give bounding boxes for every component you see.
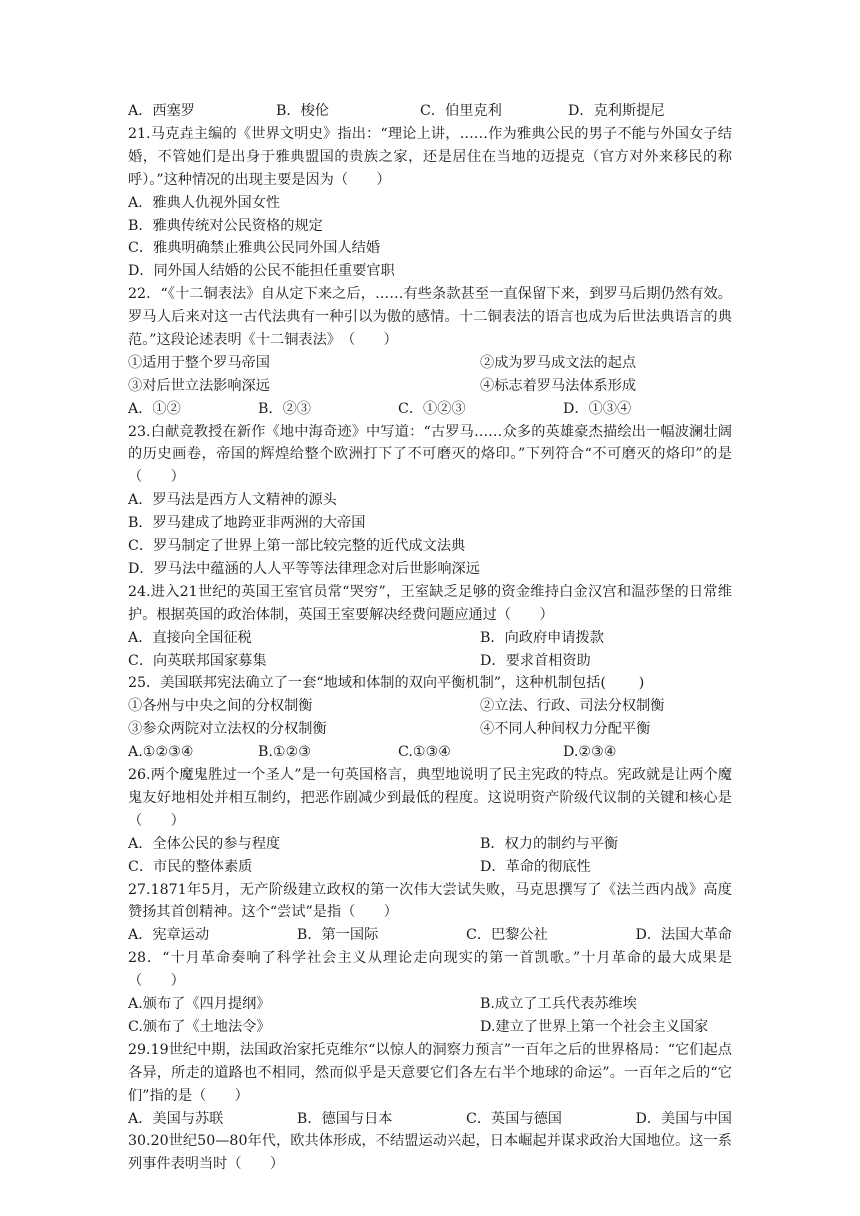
q29-option-b[interactable]: B．德国与日本 [296,1110,393,1127]
q28-options-row1 [128,993,732,1016]
q29-options [128,1108,732,1131]
q23-stem: 23.白献竞教授在新作《地中海奇迹》中写道：“古罗马……众多的英雄豪杰描绘出一幅波澜壮阔的历史画卷，帝国的辉煌给整个欧洲打下了不可磨灭的烙印。”下列符合“不可磨灭的烙印”的是（ ） [128,423,732,486]
q22-options [128,398,732,421]
q25-options [128,741,732,764]
q20-option-b[interactable]: B．梭伦 [276,103,329,119]
q26-options-row1 [128,833,732,856]
q24-option-c[interactable]: C．向英联邦国家募集 [128,652,267,669]
q25-statement-2: ②立法、行政、司法分权制衡 [480,698,665,715]
q30-stem: 30.20世纪50—80年代，欧共体形成，不结盟运动兴起，日本崛起并谋求政治大国地位。这一系列事件表明当时（ ） [128,1133,732,1173]
q22-statement-4: ④标志着罗马法体系形成 [480,377,637,394]
q29-option-d[interactable]: D．美国与中国 [635,1110,732,1127]
q21-option-c[interactable]: C．雅典明确禁止雅典公民同外国人结婚 [128,240,381,257]
q27-options [128,924,732,947]
q25-statements-row1 [128,695,732,718]
q22-statement-3: ③对后世立法影响深远 [128,377,270,394]
q22-option-c[interactable]: C．①②③ [398,400,466,417]
exam-page [128,100,732,1176]
q28-option-a[interactable]: A.颁布了《四月提纲》 [128,996,271,1013]
q28-option-c[interactable]: C.颁布了《土地法令》 [128,1018,271,1035]
q26-option-c[interactable]: C．市民的整体素质 [128,858,253,875]
q20-option-d[interactable]: D．克利斯提尼 [568,103,665,119]
q24-option-a[interactable]: A．直接向全国征税 [128,629,252,646]
q28-option-d[interactable]: D.建立了世界上第一个社会主义国家 [480,1018,709,1035]
q21-option-a[interactable]: A．雅典人仇视外国女性 [128,194,281,211]
q25-statement-1: ①各州与中央之间的分权制衡 [128,698,313,715]
q26-option-a[interactable]: A．全体公民的参与程度 [128,835,281,852]
q22-statement-1: ①适用于整个罗马帝国 [128,354,270,371]
q25-option-c[interactable]: C.①③④ [398,744,452,761]
q29-stem: 29.19世纪中期，法国政治家托克维尔“以惊人的洞察力预言”一百年之后的世界格局：“它们起点各异，所走的道路也不相同，然而似乎是天意要它们各左右半个地球的命运”。一百年之后的“它们”指的是（ ） [128,1041,732,1104]
q24-option-d[interactable]: D．要求首相资助 [480,652,591,669]
q24-options-row1 [128,627,732,650]
q29-option-a[interactable]: A．美国与苏联 [128,1110,224,1127]
q22-statements-row2 [128,375,732,398]
q24-options-row2 [128,650,732,673]
q27-option-c[interactable]: C．巴黎公社 [465,927,548,944]
q28-stem: 28．“十月革命奏响了科学社会主义从理论走向现实的第一首凯歌。”十月革命的最大成果是（ ） [128,950,732,990]
q23-option-b[interactable]: B．罗马建成了地跨亚非两洲的大帝国 [128,515,366,532]
q27-stem: 27.1871年5月，无产阶级建立政权的第一次伟大尝试失败，马克思撰写了《法兰西内战》高度赞扬其首创精神。这个“尝试”是指（ ） [128,881,732,921]
q22-statements-row1 [128,352,732,375]
q25-statement-4: ④不同人种间权力分配平衡 [480,721,651,738]
q21-option-b[interactable]: B．雅典传统对公民资格的规定 [128,217,323,234]
q28-options-row2 [128,1016,732,1039]
q22-option-b[interactable]: B．②③ [258,400,311,417]
q28-option-b[interactable]: B.成立了工兵代表苏维埃 [480,996,637,1013]
q23-option-c[interactable]: C．罗马制定了世界上第一部比较完整的近代成文法典 [128,538,466,555]
q27-option-d[interactable]: D．法国大革命 [635,927,732,944]
q22-option-a[interactable]: A．①② [128,400,181,417]
q25-option-d[interactable]: D.②③④ [563,744,617,761]
q23-option-d[interactable]: D．罗马法中蕴涵的人人平等等法律理念对后世影响深远 [128,560,480,577]
q25-option-b[interactable]: B.①②③ [258,744,312,761]
q20-option-c[interactable]: C．伯里克利 [420,103,502,119]
q22-statement-2: ②成为罗马成文法的起点 [480,354,637,371]
q25-statements-row2 [128,718,732,741]
q22-option-d[interactable]: D．①③④ [563,400,632,417]
q25-option-a[interactable]: A.①②③④ [128,744,194,761]
q29-option-c[interactable]: C．英国与德国 [465,1110,562,1127]
q26-option-d[interactable]: D．革命的彻底性 [480,858,591,875]
q20-option-a[interactable]: A．西塞罗 [128,103,195,119]
q21-option-d[interactable]: D．同外国人结婚的公民不能担任重要官职 [128,263,395,280]
q22-stem: 22．“《十二铜表法》自从定下来之后，……有些条款甚至一直保留下来，到罗马后期仍然有效。罗马人后来对这一古代法典有一种引以为傲的感情。十二铜表法的语言也成为后世法典语言的典范。”这段论述表明《十二铜表法》 （ ） [128,286,732,348]
q25-statement-3: ③参众两院对立法权的分权制衡 [128,721,327,738]
q21-stem: 21.马克垚主编的《世界文明史》指出：“理论上讲，……作为雅典公民的男子不能与外国女子结婚，不管她们是出身于雅典盟国的贵族之家，还是居住在当地的迈提克（官方对外来移民的称呼）。”这种情况的出现主要是因为（ ） [128,125,732,188]
q20-options [128,100,732,123]
q26-options-row2 [128,856,732,879]
q25-stem: 25．美国联邦宪法确立了一套“地域和体制的双向平衡机制”，这种机制包括( ) [128,675,645,692]
q26-option-b[interactable]: B．权力的制约与平衡 [480,835,619,852]
q24-option-b[interactable]: B．向政府申请拨款 [480,629,604,646]
q26-stem: 26.两个魔鬼胜过一个圣人”是一句英国格言，典型地说明了民主宪政的特点。宪政就是让两个魔鬼友好地相处并相互制约，把恶作剧减少到最低的程度。这说明资产阶级代议制的关键和核心是（ ） [128,767,732,829]
q23-option-a[interactable]: A．罗马法是西方人文精神的源头 [128,492,337,509]
q27-option-a[interactable]: A．宪章运动 [128,927,210,944]
q27-option-b[interactable]: B．第一国际 [296,927,379,944]
q24-stem: 24.进入21世纪的英国王室官员常“哭穷”，王室缺乏足够的资金维持白金汉宫和温莎堡的日常维护。根据英国的政治体制，英国王室要解决经费问题应通过（ ） [128,583,732,623]
